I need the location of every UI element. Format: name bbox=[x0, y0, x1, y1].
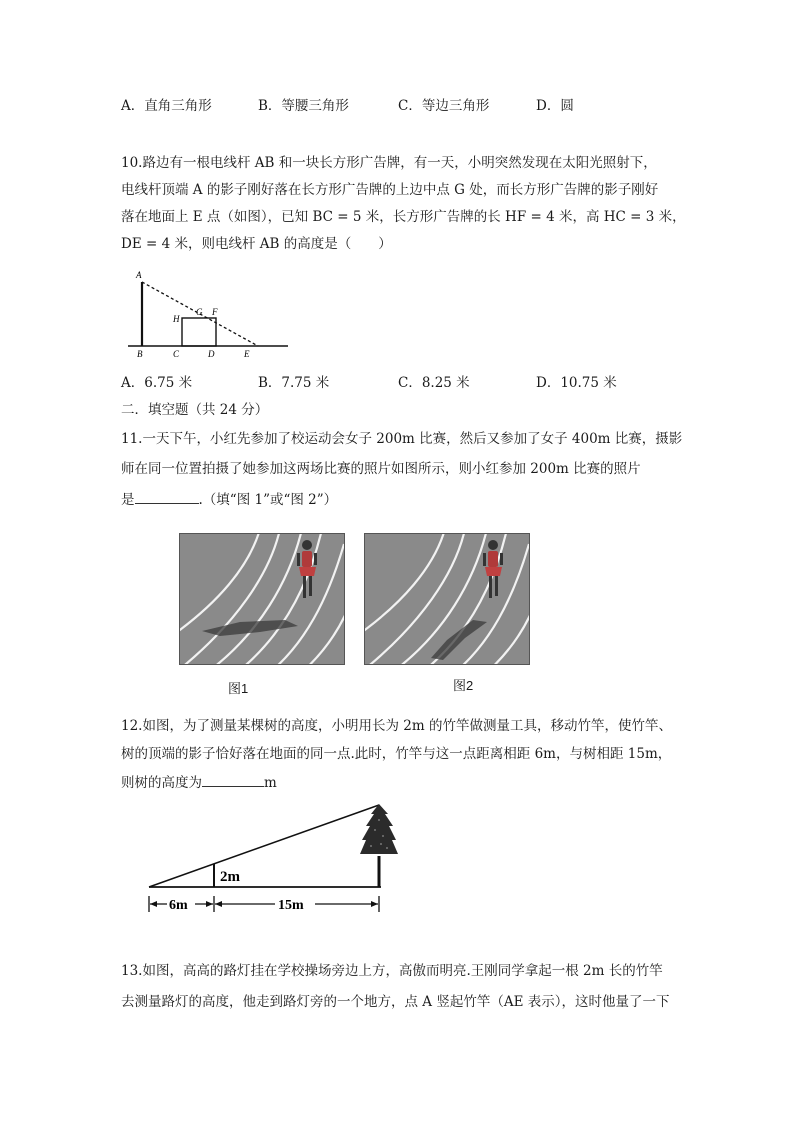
q13-line-2: 去测量路灯的高度，他走到路灯旁的一个地方，点 A 竖起竹竿（AE 表示），这时他量了一下 bbox=[121, 994, 670, 1010]
q10-option-c: C．8.25 米 bbox=[398, 375, 470, 391]
section-2-heading: 二．填空题（共 24 分） bbox=[121, 402, 269, 418]
label-h: H bbox=[173, 314, 180, 324]
tree-crown bbox=[360, 804, 398, 854]
q11-photo-2 bbox=[364, 533, 530, 665]
q12-line-1: 12.如图，为了测量某棵树的高度，小明用长为 2m 的竹竿做测量工具，移动竹竿，使竹竿、 bbox=[121, 718, 672, 734]
q12-line-2: 树的顶端的影子恰好落在地面的同一点.此时，竹竿与这一点距离相距 6m，与树相距 15m， bbox=[121, 746, 672, 762]
q11-caption-1: 图1 bbox=[228, 681, 249, 696]
q10-line-3: 落在地面上 E 点（如图），已知 BC = 5 米，长方形广告牌的长 HF = 4 米，高 HC = 3 米， bbox=[121, 209, 686, 225]
label-f: F bbox=[212, 307, 218, 317]
q12-line-3-post: m bbox=[264, 775, 277, 791]
label-e: E bbox=[244, 349, 250, 359]
q10-option-b: B．7.75 米 bbox=[258, 375, 330, 391]
q9-option-d: D．圆 bbox=[536, 98, 574, 114]
label-g: G bbox=[196, 307, 203, 317]
q10-line-4: DE = 4 米，则电线杆 AB 的高度是（ ） bbox=[121, 236, 392, 252]
q9-option-c: C．等边三角形 bbox=[398, 98, 490, 114]
q10-option-a: A．6.75 米 bbox=[121, 375, 193, 391]
q12-answer-blank[interactable] bbox=[202, 774, 264, 787]
billboard bbox=[182, 318, 216, 346]
q12-line-3 bbox=[121, 774, 277, 792]
q11-line-2: 师在同一位置拍摄了她参加这两场比赛的照片如图所示，则小红参加 200m 比赛的照片 bbox=[121, 461, 641, 477]
q11-photo-1 bbox=[179, 533, 345, 665]
label-a: A bbox=[136, 270, 142, 280]
q11-line-3-pre: 是 bbox=[121, 492, 135, 508]
q10-figure bbox=[120, 268, 292, 360]
q13-line-1: 13.如图，高高的路灯挂在学校操场旁边上方，高傲而明亮.王刚同学拿起一根 2m 长的竹竿 bbox=[121, 963, 663, 979]
label-d: D bbox=[208, 349, 215, 359]
q9-option-b: B．等腰三角形 bbox=[258, 98, 349, 114]
label-c: C bbox=[173, 349, 180, 359]
q11-line-3 bbox=[121, 491, 337, 509]
q11-line-3-post: .（填“图 1”或“图 2”） bbox=[198, 492, 338, 508]
q10-line-1: 10.路边有一根电线杆 AB 和一块长方形广告牌，有一天，小明突然发现在太阳光照射下， bbox=[121, 155, 657, 171]
distance-label-15m: 15m bbox=[278, 898, 304, 913]
q11-caption-2: 图2 bbox=[453, 678, 474, 693]
q11-line-1: 11.一天下午，小红先参加了校运动会女子 200m 比赛，然后又参加了女子 400m 比赛，摄影 bbox=[121, 431, 683, 447]
q12-line-3-pre: 则树的高度为 bbox=[121, 775, 202, 791]
q11-answer-blank[interactable] bbox=[135, 491, 199, 504]
shadow-ray bbox=[149, 805, 379, 887]
q10-line-2: 电线杆顶端 A 的影子刚好落在长方形广告牌的上边中点 G 处，而长方形广告牌的影子刚好 bbox=[121, 182, 659, 198]
q10-option-d: D．10.75 米 bbox=[536, 375, 617, 391]
pole-label: 2m bbox=[220, 869, 240, 885]
distance-label-6m: 6m bbox=[169, 898, 188, 913]
label-b: B bbox=[137, 349, 143, 359]
q12-figure bbox=[145, 800, 400, 918]
q9-option-a: A．直角三角形 bbox=[121, 98, 212, 114]
